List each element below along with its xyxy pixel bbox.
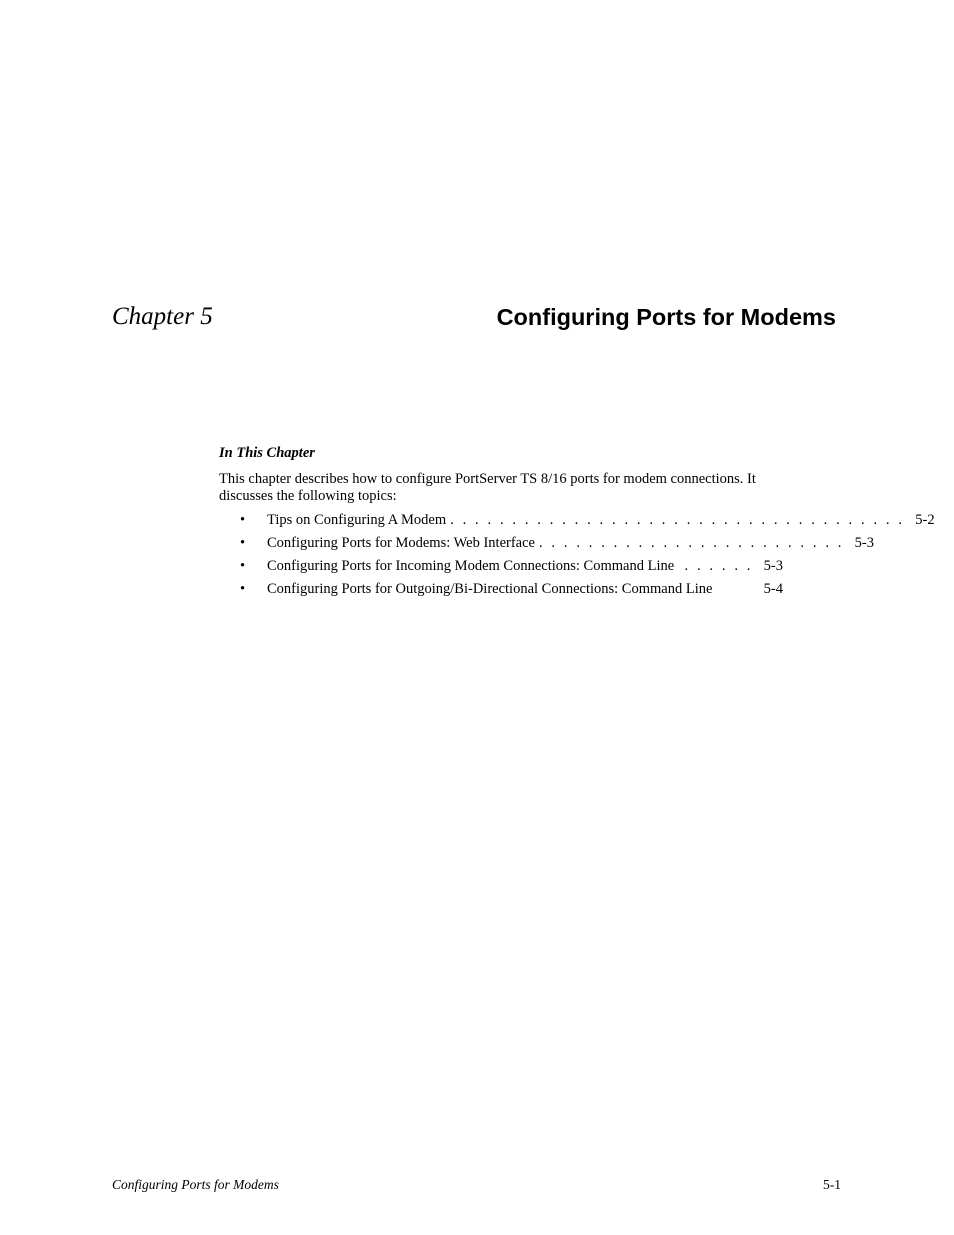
topic-text: Configuring Ports for Modems: Web Interface xyxy=(267,535,535,551)
dot-leader: . . . . . . xyxy=(684,558,753,574)
page-reference: 5-3 xyxy=(854,535,874,551)
bullet: • xyxy=(240,558,246,574)
chapter-title: Configuring Ports for Modems xyxy=(496,304,836,330)
dot-leader: . . . . . . . . . . . . . . . . . . . . . . . . . xyxy=(538,535,844,551)
topic-item xyxy=(238,510,935,533)
topic-text: Configuring Ports for Incoming Modem Connections: Command Line xyxy=(267,558,675,574)
topic-text: Tips on Configuring A Modem xyxy=(267,512,447,528)
bullet: • xyxy=(240,581,246,597)
bullet: • xyxy=(240,535,246,551)
section-heading: In This Chapter xyxy=(219,445,315,461)
topic-list xyxy=(238,510,935,602)
footer-title: Configuring Ports for Modems xyxy=(112,1177,279,1192)
intro-paragraph: This chapter describes how to configure PortServer TS 8/16 ports for modem connections. It discusses the following topics: xyxy=(219,471,756,504)
bullet: • xyxy=(240,512,246,528)
topic-text: Configuring Ports for Outgoing/Bi-Directional Connections: Command Line xyxy=(267,581,713,597)
page-reference: 5-3 xyxy=(763,558,783,574)
dot-leader: . . . . . . . . . . . . . . . . . . . . . . . . . . . . . . . . . . . . . xyxy=(450,512,905,528)
page-reference: 5-2 xyxy=(915,512,935,528)
topic-item xyxy=(238,556,783,579)
page-reference: 5-4 xyxy=(763,581,783,597)
topic-item xyxy=(238,533,874,556)
footer-page-number: 5-1 xyxy=(823,1177,841,1192)
chapter-label: Chapter 5 xyxy=(112,303,213,330)
topic-item xyxy=(238,579,783,602)
